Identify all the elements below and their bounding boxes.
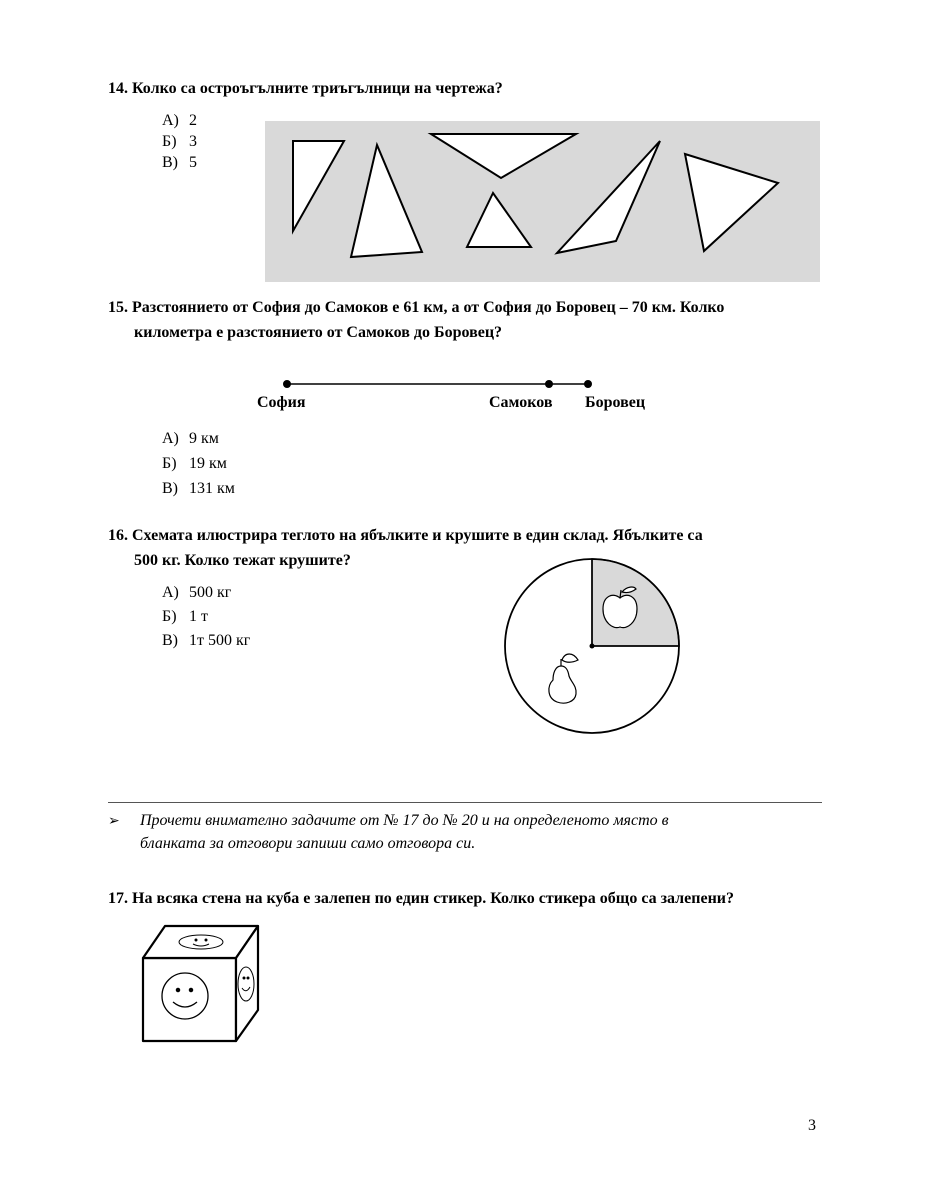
q17-title: 17. На всяка стена на куба е залепен по един стикер. Колко стикера общо са залепени? [108, 890, 735, 907]
label-sofia: София [257, 394, 306, 411]
q14-option-a [162, 110, 197, 132]
arrow-bullet-icon: ➢ [108, 813, 120, 829]
q15-option-a [162, 428, 219, 450]
q15-option-b [162, 453, 227, 475]
q16-option-a [162, 582, 231, 604]
instruction-line2: бланката за отговори запиши само отговора си. [140, 835, 476, 852]
option-letter: А) [162, 584, 179, 601]
page-number: 3 [808, 1117, 816, 1134]
q15-title-line1: 15. Разстоянието от София до Самоков е 61 км, а от София до Боровец – 70 км. Колко [108, 299, 725, 316]
option-letter: В) [162, 480, 178, 497]
point-borovets [584, 380, 592, 388]
option-text: 131 км [189, 480, 235, 497]
q16-title-line2: 500 кг. Колко тежат крушите? [134, 552, 351, 569]
option-text: 5 [189, 154, 197, 171]
q14-option-c [162, 152, 197, 174]
option-text: 500 кг [189, 584, 232, 601]
cube-front-face [143, 958, 236, 1041]
option-letter: А) [162, 112, 179, 129]
q16-option-c [162, 630, 250, 652]
option-text: 19 км [189, 455, 227, 472]
label-borovets: Боровец [585, 394, 646, 411]
option-letter: Б) [162, 455, 177, 472]
option-text: 1 т [189, 608, 208, 625]
q14-option-b [162, 131, 197, 153]
option-letter: Б) [162, 133, 177, 150]
pear-icon [549, 654, 578, 703]
option-letter: Б) [162, 608, 177, 625]
point-sofia [283, 380, 291, 388]
option-letter: А) [162, 430, 179, 447]
fruit-pie-diagram [503, 556, 683, 736]
option-text: 3 [189, 133, 197, 150]
q14-title: 14. Колко са остроъгълните триъгълници на чертежа? [108, 80, 503, 97]
option-letter: В) [162, 154, 178, 171]
triangles-figure [265, 121, 820, 282]
point-samokov [545, 380, 553, 388]
option-letter: В) [162, 632, 178, 649]
section-divider [108, 802, 822, 803]
option-text: 2 [189, 112, 197, 129]
label-samokov: Самоков [489, 394, 553, 411]
instruction-line1: Прочети внимателно задачите от № 17 до № 20 и на определеното място в [140, 812, 669, 829]
q16-title-line1: 16. Схемата илюстрира теглото на ябълките и крушите в един склад. Ябълките са [108, 527, 703, 544]
q16-option-b [162, 606, 208, 628]
q15-option-c [162, 478, 235, 500]
q15-title-line2: километра е разстоянието от Самоков до Боровец? [134, 324, 503, 341]
distance-line [270, 372, 610, 396]
option-text: 1т 500 кг [189, 632, 251, 649]
cube-figure [133, 920, 265, 1046]
option-text: 9 км [189, 430, 219, 447]
